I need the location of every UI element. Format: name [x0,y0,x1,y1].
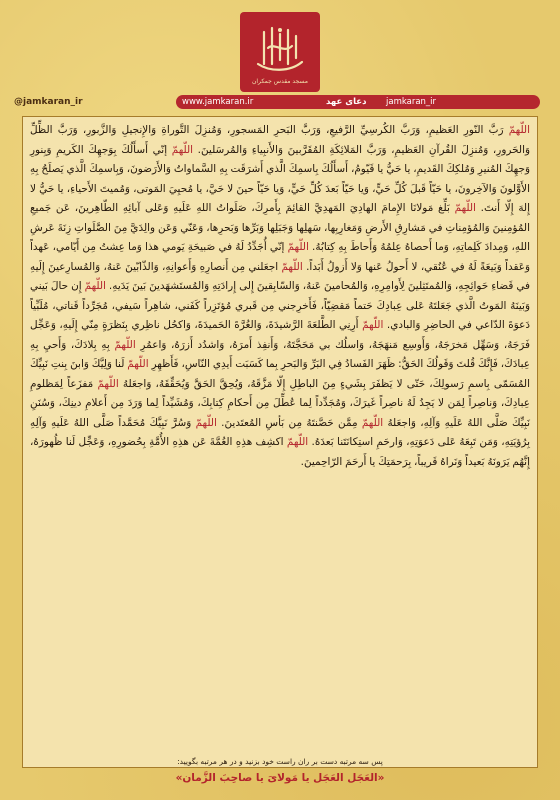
invocation-word: اللّهمّ [127,358,149,370]
prayer-segment: مَفزَعاً لِمَظلومِ عِبادِكَ، وَناصِراً لِمَن لا يَجِدُ لَهُ ناصِراً غَيرَكَ، وَمُجَدِّداً لِما عُطِّلَ مِن أَحكامِ كِتابِكَ، وَمُشَيِّداً لِما وَرَدَ مِن أَعلامِ دينِكَ، وَسُنَنِ نَبِيِّكَ صَلَّى اللهُ عَلَيهِ وَآلِهِ، وَاجعَلهُ [30,377,530,429]
prayer-segment: اكشِف هذِهِ الغُمَّةَ عَن هذِهِ الأُمَّةِ بِحُضورِهِ، وَعَجِّل لَنا ظُهورَهُ، إِنَّهُم يَرَونَهُ بَعيداً وَنَراهُ قَريباً، بِرَحمَتِكَ يا أَرحَمَ الرّاحِمينَ. [30,436,530,468]
prayer-segment: إنّي أَسأَلُكَ بِوَجهِكَ الكَريمِ وَبِنورِ وَجهِكَ المُنيرِ وَمُلكِكَ القَديمِ، يا حَيُّ يا قَيّومُ، أَسأَلُكَ بِاسمِكَ الَّذي أَشرَقَت بِهِ السَّماواتُ وَالأَرَضونَ، وَبِاسمِكَ الَّذي يَصلَحُ بِهِ الأَوَّلونَ وَالآخِرونَ، يا حَيّاً قَبلَ كُلِّ حَيٍّ، وَيا حَيّاً بَعدَ كُلِّ حَيٍّ، وَيا حَيّاً حينَ لا حَيَّ، يا مُحيِيَ المَوتى، وَمُميتَ الأَحياءِ، يا حَيُّ لا إِلهَ إِلّا أَنتَ. [30,143,530,214]
prayer-title: دعای عهد [326,97,367,107]
prayer-segment: وَسُرَّ نَبِيَّكَ مُحَمَّداً صَلَّى اللهُ عَلَيهِ وَآلِهِ بِرُؤيَتِهِ، وَمَن تَبِعَهُ عَلى دَعوَتِهِ، وَارحَمِ استِكانَتَنا بَعدَهُ. [30,416,530,448]
invocation-word: اللّهمّ [171,143,194,156]
logo-caption: مسجد مقدس جمکران [251,78,308,85]
instruction-note: پس سه مرتبه دست بر ران راست خود بزنید و در هر مرتبه بگویید: [177,757,383,766]
header-bar [176,95,540,109]
invocation-word: اللّهمّ [84,280,106,292]
prayer-segment: إِن حالَ بَيني وَبَينَهُ المَوتُ الَّذي جَعَلتَهُ عَلى عِبادِكَ حَتماً مَقضِيّاً، فَأَخرِجني مِن قَبري مُؤتَزِراً كَفَني، شاهِراً سَيفي، مُجَرِّداً قَناتي، مُلَبِّياً دَعوَةَ الدّاعي في الحاضِرِ وَالبادي. [30,280,530,331]
prayer-segment: أَرِنِي الطَّلعَةَ الرَّشيدَةَ، وَالغُرَّةَ الحَميدَةَ، وَاكحُل ناظِري بِنَظرَةٍ مِنّي إِلَيهِ، وَعَجِّل فَرَجَهُ، وَسَهِّل مَخرَجَهُ، وَأَوسِع مَنهَجَهُ، وَاسلُك بي مَحَجَّتَهُ، وَأَنفِذ أَمرَهُ، وَاشدُد أَزرَهُ، وَاعمُرِ [30,319,530,351]
prayer-segment: اجعَلني مِن أَنصارِهِ وَأَعوانِهِ، وَالذّابّينَ عَنهُ، وَالمُسارِعينَ إِلَيهِ في قَضاءِ حَوائِجِهِ، وَالمُمتَثِلينَ لِأَوامِرِهِ، وَالمُحامينَ عَنهُ، وَالسّابِقينَ إِلى إِرادَتِهِ وَالمُستَشهَدينَ بَينَ يَدَيهِ. [30,260,531,292]
website-link[interactable]: www.jamkaran.ir [182,97,254,107]
instagram-handle[interactable]: jamkaran_ir [386,97,437,107]
closing-call: «العَجَل العَجَل یا مَولایَ یا صاحِبَ الزَّمان» [175,772,385,784]
invocation-word: اللّهمّ [97,377,119,390]
invocation-word: اللّهمّ [454,202,476,214]
prayer-text [30,121,530,751]
invocation-word: اللّهمّ [287,241,309,253]
social-handle[interactable]: @jamkaran_ir [14,97,83,107]
invocation-word: اللّهمّ [114,338,136,351]
invocation-word: اللّهمّ [281,260,303,273]
prayer-segment: بَلِّغ مَولانَا الإِمامَ الهادِيَ المَهدِيَّ القائِمَ بِأَمرِكَ، صَلَواتُ اللهِ عَلَيهِ وَعَلى آبائِهِ الطّاهِرينَ، عَن جَميعِ المُؤمِنينَ وَالمُؤمِناتِ في مَشارِقِ الأَرضِ وَمَغارِبِها، سَهلِها وَجَبَلِها وَبَرِّها وَبَحرِها، وَعَنّي وَعَن والِدَيَّ مِنَ الصَّلَواتِ زِنَةَ عَرشِ اللهِ، وَمِدادَ كَلِماتِهِ، وَما أَحصاهُ عِلمُهُ وَأَحاطَ بِهِ كِتابُهُ. [30,202,530,253]
prayer-segment: إنّي أُجَدِّدُ لَهُ في صَبيحَةِ يَومي هذا وَما عِشتُ مِن أَيّامي، عَهداً وَعَقداً وَبَيعَةً لَهُ في عُنُقي، لا أَحولُ عَنها وَلا أَزولُ أَبَداً. [30,241,531,273]
prayer-segment: رَبَّ النّورِ العَظيمِ، وَرَبَّ الكُرسِيِّ الرَّفيعِ، وَرَبَّ البَحرِ المَسجورِ، وَمُنزِلَ التَّوراةِ وَالإِنجيلِ وَالزَّبورِ، وَرَبَّ الظِّلِّ وَالحَرورِ، وَمُنزِلَ القُرآنِ العَظيمِ، وَرَبَّ المَلائِكَةِ المُقَرَّبينَ وَالأَنبِياءِ وَالمُرسَلينَ. [30,124,531,156]
prayer-segment: لَنا وَلِيَّكَ وَابنَ بِنتِ نَبِيِّكَ المُسَمّى بِاسمِ رَسولِكَ، حَتّى لا يَظفَرَ بِشَيءٍ مِنَ الباطِلِ إِلّا مَزَّقَهُ، وَيُحِقَّ الحَقَّ وَيُحَقِّقَهُ، وَاجعَلهُ [30,358,530,390]
prayer-segment: بِهِ بِلادَكَ، وَأَحيِ بِهِ عِبادَكَ، فَإِنَّكَ قُلتَ وَقَولُكَ الحَقُّ: ظَهَرَ الفَسادُ فِي البَرِّ وَالبَحرِ بِما كَسَبَت أَيدِي النّاسِ، فَأَظهِرِ [30,338,530,370]
invocation-word: اللّهمّ [286,436,309,448]
invocation-word: اللّهمّ [361,416,384,429]
invocation-word: اللّهمّ [362,319,384,331]
invocation-word: اللّهمّ [195,416,217,429]
invocation-word: اللّهمّ [508,124,530,136]
logo [240,12,320,92]
prayer-segment: مِمَّن حَصَّنتَهُ مِن بَأسِ المُعتَدينَ. [216,416,362,429]
